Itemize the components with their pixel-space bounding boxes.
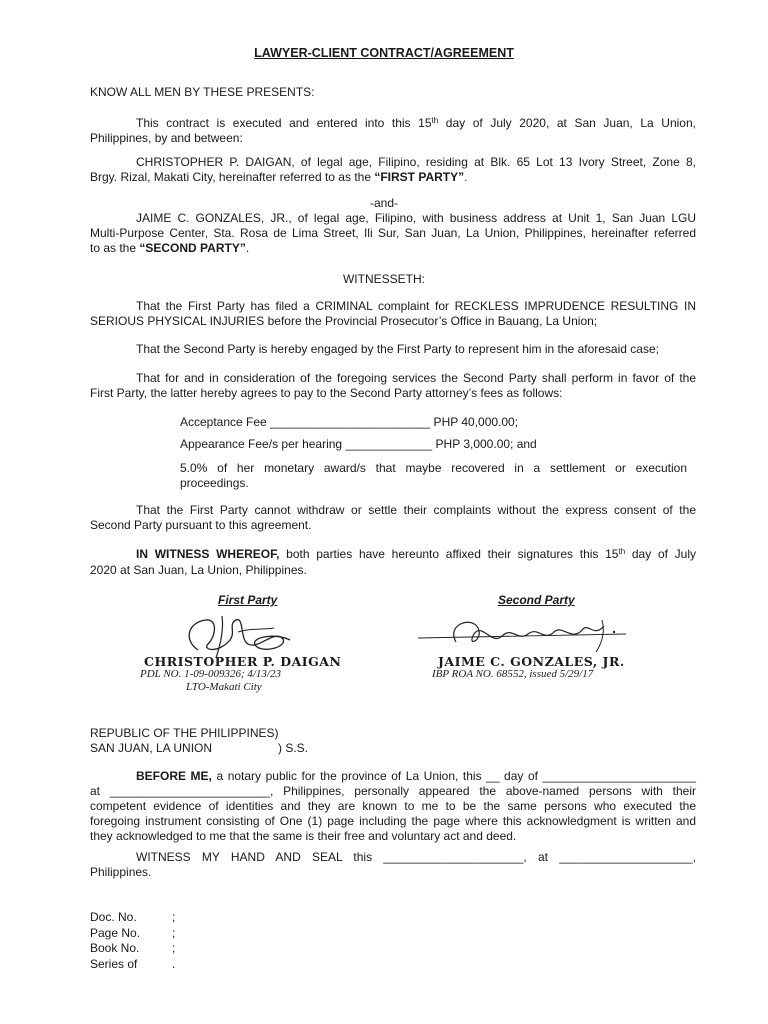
- award-line-1: 5.0% of her monetary award/s that maybe recovered in a settlement or execution: [180, 461, 687, 475]
- consideration-line-1: That for and in consideration of the foregoing services the Second Party shall perform in favor of the: [136, 371, 696, 385]
- second-party-signature: [416, 612, 642, 658]
- first-party-pdl: PDL NO. 1-09-009326; 4/13/23: [140, 668, 281, 680]
- intro-text: KNOW ALL MEN BY THESE PRESENTS:: [90, 85, 315, 99]
- notary-line-3: competent evidence of identities and they are known to me to be the same persons who executed the: [90, 799, 696, 813]
- witness-whereof-line-2: 2020 at San Juan, La Union, Philippines.: [90, 563, 307, 577]
- document-title: LAWYER-CLIENT CONTRACT/AGREEMENT: [254, 46, 514, 60]
- notary-venue: SAN JUAN, LA UNION ) S.S.: [90, 741, 309, 755]
- consideration-line-2: First Party, the latter hereby agrees to pay to the Second Party attorney’s fees as follows:: [90, 386, 563, 400]
- acceptance-fee: Acceptance Fee ________________________ PHP 40,000.00;: [180, 415, 519, 429]
- notary-line-1: BEFORE ME, a notary public for the province of La Union, this __ day of _______________________: [136, 769, 697, 783]
- first-party-line-2: Brgy. Rizal, Makati City, hereinafter referred to as the “FIRST PARTY”.: [90, 170, 468, 184]
- witness-hand-line-1: WITNESS MY HAND AND SEAL this _____________________, at ____________________,: [136, 850, 696, 864]
- witness-whereof-line-1: IN WITNESS WHEREOF, both parties have hereunto affixed their signatures this 15th day of July: [136, 547, 697, 561]
- second-party-line-1: JAIME C. GONZALES, JR., of legal age, Filipino, with business address at Unit 1, San Juan LGU: [136, 211, 696, 225]
- engagement-text: That the Second Party is hereby engaged by the First Party to represent him in the aforesaid case;: [136, 342, 659, 356]
- award-line-2: proceedings.: [180, 476, 249, 490]
- second-party-name: JAIME C. GONZALES, JR.: [438, 654, 625, 669]
- witnesseth-heading: WITNESSETH:: [342, 272, 425, 286]
- witness-hand-line-2: Philippines.: [90, 865, 152, 879]
- notary-line-5: they acknowledged to me that the same is their free and voluntary act and deed.: [90, 829, 517, 843]
- withdrawal-line-1: That the First Party cannot withdraw or settle their complaints without the express consent of the: [136, 503, 696, 517]
- notary-line-4: foregoing instrument consisting of One (1) page including the page where this acknowledgment is written and: [90, 814, 696, 828]
- first-party-line-1: CHRISTOPHER P. DAIGAN, of legal age, Filipino, residing at Blk. 65 Lot 13 Ivory Street, Zone 8,: [136, 155, 696, 169]
- notary-republic: REPUBLIC OF THE PHILIPPINES): [90, 726, 279, 740]
- appearance-fee: Appearance Fee/s per hearing _____________ PHP 3,000.00; and: [180, 437, 537, 451]
- second-party-line-2: Multi-Purpose Center, Sta. Rosa de Lima Street, Ili Sur, San Juan, La Union, Philippines, hereinafter referred: [90, 226, 696, 240]
- notary-line-2: at ________________________, Philippines, personally appeared the above-named persons with their: [90, 784, 696, 798]
- second-party-label: Second Party: [498, 593, 575, 607]
- series-of-row: Series of .: [90, 956, 176, 971]
- and-separator: -and-: [369, 196, 398, 210]
- doc-number-list: [90, 910, 176, 972]
- withdrawal-line-2: Second Party pursuant to this agreement.: [90, 518, 312, 532]
- first-party-lto: LTO-Makati City: [186, 681, 262, 693]
- second-party-line-3: to as the “SECOND PARTY”.: [90, 241, 250, 255]
- first-party-label: First Party: [218, 593, 278, 607]
- page-no-row: Page No. ;: [90, 925, 176, 940]
- book-no-row: Book No. ;: [90, 941, 176, 955]
- complaint-line-2: SERIOUS PHYSICAL INJURIES before the Provincial Prosecutor’s Office in Bauang, La Union;: [90, 314, 598, 328]
- first-party-name: CHRISTOPHER P. DAIGAN: [144, 654, 342, 669]
- doc-no-row: Doc. No. ;: [90, 910, 176, 924]
- complaint-line-1: That the First Party has filed a CRIMINAL complaint for RECKLESS IMPRUDENCE RESULTING IN: [136, 299, 696, 313]
- paragraph-1-line-2: Philippines, by and between:: [90, 131, 243, 145]
- second-party-ibp: IBP ROA NO. 68552, issued 5/29/17: [432, 668, 594, 680]
- paragraph-1-line-1: This contract is executed and entered into this 15th day of July 2020, at San Juan, La Union,: [136, 116, 696, 130]
